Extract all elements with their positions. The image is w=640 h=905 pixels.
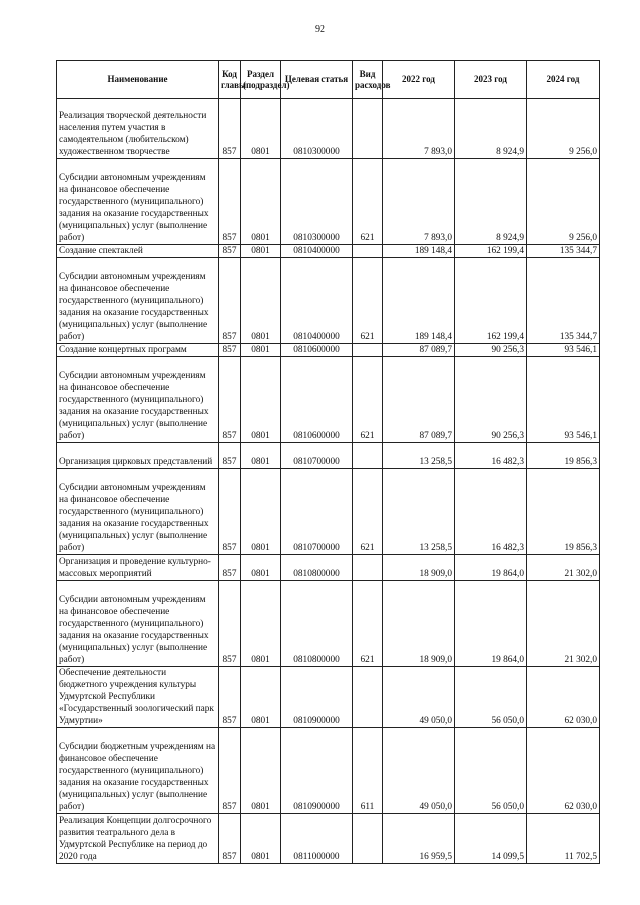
header-row [57,61,600,99]
header-2022: 2022 год [383,61,455,99]
row-name: Субсидии автономным учреждениям на финансовое обеспечение государственного (муниципального) задания на оказание государственных (муниципальных) услуг (выполнение работ) [57,159,219,245]
header-name: Наименование [57,61,219,99]
row-article: 0810600000 [281,344,353,357]
row-2022: 13 258,5 [383,443,455,469]
row-2023: 90 256,3 [455,357,527,443]
row-code: 857 [219,443,241,469]
row-name: Создание концертных программ [57,344,219,357]
row-2023: 19 864,0 [455,581,527,667]
row-2023: 16 482,3 [455,443,527,469]
row-2022: 16 959,5 [383,814,455,864]
row-2022: 7 893,0 [383,159,455,245]
row-article: 0810400000 [281,258,353,344]
row-code: 857 [219,728,241,814]
row-2024: 19 856,3 [527,469,600,555]
row-code: 857 [219,667,241,728]
row-code: 857 [219,357,241,443]
page-number: 92 [315,24,325,35]
row-2024: 93 546,1 [527,344,600,357]
row-article: 0810700000 [281,443,353,469]
row-section: 0801 [241,99,281,159]
table-row [57,581,600,667]
row-section: 0801 [241,357,281,443]
row-name: Субсидии автономным учреждениям на финансовое обеспечение государственного (муниципального) задания на оказание государственных (муниципальных) услуг (выполнение работ) [57,469,219,555]
row-2022: 87 089,7 [383,357,455,443]
row-2024: 21 302,0 [527,555,600,581]
row-article: 0811000000 [281,814,353,864]
row-2022: 7 893,0 [383,99,455,159]
row-2022: 189 148,4 [383,258,455,344]
row-2024: 135 344,7 [527,245,600,258]
row-2023: 16 482,3 [455,469,527,555]
row-article: 0810600000 [281,357,353,443]
row-name: Субсидии бюджетным учреждениям на финансовое обеспечение государственного (муниципального) задания на оказание государственных (муниципальных) услуг (выполнение работ) [57,728,219,814]
row-code: 857 [219,258,241,344]
row-kind [353,245,383,258]
row-article: 0810800000 [281,581,353,667]
table-row [57,469,600,555]
row-kind: 621 [353,581,383,667]
row-name: Организация и проведение культурно-массовых мероприятий [57,555,219,581]
table-row [57,443,600,469]
row-code: 857 [219,344,241,357]
row-article: 0810400000 [281,245,353,258]
row-name: Субсидии автономным учреждениям на финансовое обеспечение государственного (муниципального) задания на оказание государственных (муниципальных) услуг (выполнение работ) [57,581,219,667]
row-2022: 18 909,0 [383,555,455,581]
row-section: 0801 [241,581,281,667]
table-row [57,814,600,864]
row-kind [353,814,383,864]
row-code: 857 [219,159,241,245]
row-2023: 56 050,0 [455,728,527,814]
header-kind: Вид расходов [353,61,383,99]
row-section: 0801 [241,344,281,357]
row-2023: 19 864,0 [455,555,527,581]
table-row [57,245,600,258]
row-2024: 135 344,7 [527,258,600,344]
row-code: 857 [219,469,241,555]
row-section: 0801 [241,667,281,728]
row-2024: 62 030,0 [527,667,600,728]
row-2023: 162 199,4 [455,245,527,258]
row-2022: 49 050,0 [383,667,455,728]
row-article: 0810900000 [281,728,353,814]
row-article: 0810700000 [281,469,353,555]
row-kind [353,555,383,581]
row-2024: 93 546,1 [527,357,600,443]
table-row [57,667,600,728]
row-2022: 189 148,4 [383,245,455,258]
table-row [57,344,600,357]
row-name: Создание спектаклей [57,245,219,258]
row-2022: 13 258,5 [383,469,455,555]
row-kind [353,344,383,357]
row-code: 857 [219,99,241,159]
row-2024: 21 302,0 [527,581,600,667]
row-section: 0801 [241,159,281,245]
row-section: 0801 [241,728,281,814]
table-row [57,99,600,159]
row-article: 0810300000 [281,99,353,159]
row-kind: 621 [353,357,383,443]
row-2024: 19 856,3 [527,443,600,469]
row-kind [353,443,383,469]
row-section: 0801 [241,245,281,258]
row-kind [353,667,383,728]
row-article: 0810300000 [281,159,353,245]
header-section: Раздел (подраздел) [241,61,281,99]
row-2024: 9 256,0 [527,159,600,245]
row-article: 0810800000 [281,555,353,581]
row-2023: 8 924,9 [455,99,527,159]
table-row [57,357,600,443]
row-name: Реализация творческой деятельности населения путем участия в самодеятельном (любительском) художественном творчестве [57,99,219,159]
row-section: 0801 [241,555,281,581]
row-2024: 9 256,0 [527,99,600,159]
table-row [57,555,600,581]
header-2024: 2024 год [527,61,600,99]
row-name: Организация цирковых представлений [57,443,219,469]
row-name: Субсидии автономным учреждениям на финансовое обеспечение государственного (муниципального) задания на оказание государственных (муниципальных) услуг (выполнение работ) [57,258,219,344]
row-section: 0801 [241,469,281,555]
row-section: 0801 [241,258,281,344]
row-name: Субсидии автономным учреждениям на финансовое обеспечение государственного (муниципального) задания на оказание государственных (муниципальных) услуг (выполнение работ) [57,357,219,443]
row-2024: 11 702,5 [527,814,600,864]
row-code: 857 [219,245,241,258]
row-section: 0801 [241,814,281,864]
row-article: 0810900000 [281,667,353,728]
row-name: Обеспечение деятельности бюджетного учреждения культуры Удмуртской Республики «Государственный зоологический парк Удмуртии» [57,667,219,728]
row-kind: 621 [353,258,383,344]
header-2023: 2023 год [455,61,527,99]
row-2023: 56 050,0 [455,667,527,728]
table-row [57,728,600,814]
row-2023: 90 256,3 [455,344,527,357]
table-row [57,159,600,245]
row-section: 0801 [241,443,281,469]
row-name: Реализация Концепции долгосрочного развития театрального дела в Удмуртской Республике на период до 2020 года [57,814,219,864]
row-2023: 8 924,9 [455,159,527,245]
row-kind: 611 [353,728,383,814]
budget-table [56,60,600,864]
row-kind [353,99,383,159]
row-kind: 621 [353,159,383,245]
header-article: Целевая статья [281,61,353,99]
row-2023: 14 099,5 [455,814,527,864]
row-kind: 621 [353,469,383,555]
row-code: 857 [219,814,241,864]
row-2022: 49 050,0 [383,728,455,814]
row-2023: 162 199,4 [455,258,527,344]
row-2022: 87 089,7 [383,344,455,357]
row-code: 857 [219,581,241,667]
row-2024: 62 030,0 [527,728,600,814]
row-code: 857 [219,555,241,581]
header-code: Код главы [219,61,241,99]
row-2022: 18 909,0 [383,581,455,667]
table-row [57,258,600,344]
